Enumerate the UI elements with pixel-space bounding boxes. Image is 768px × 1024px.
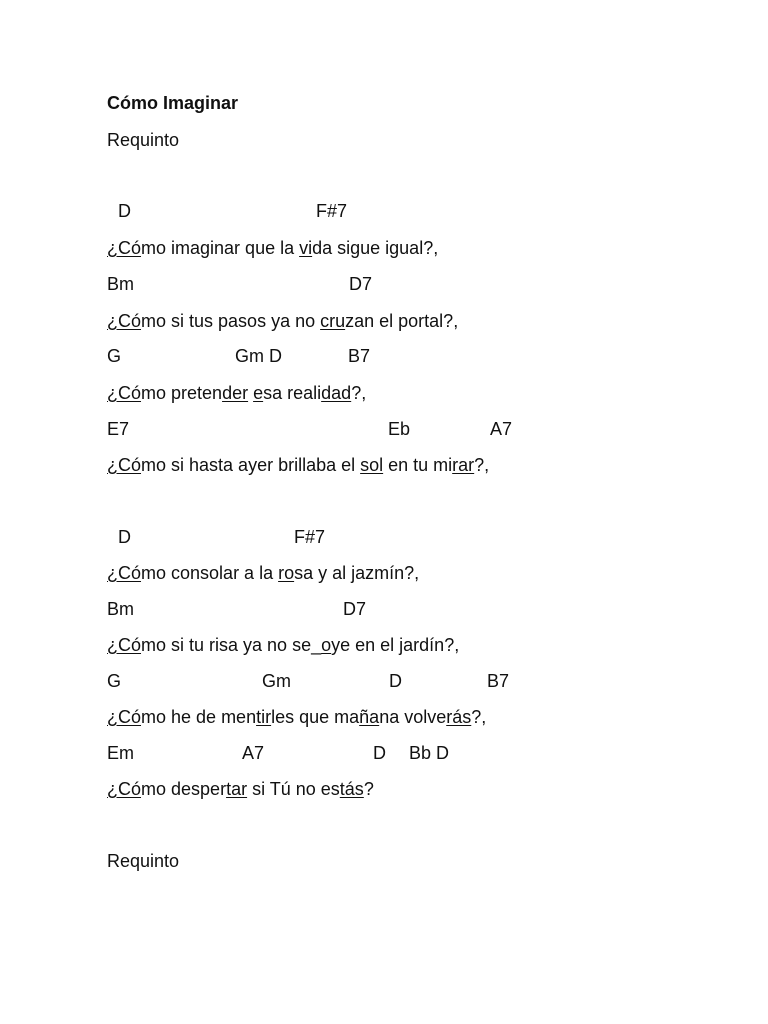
stressed-syllable: ro xyxy=(278,563,295,583)
chord: Bb D xyxy=(409,743,450,763)
stressed-syllable: ¿Có xyxy=(107,635,142,655)
chord: Em xyxy=(107,743,134,763)
lyric-text: _ xyxy=(311,635,322,655)
stressed-syllable: ña xyxy=(359,707,380,727)
chord: Gm D xyxy=(235,346,282,366)
lyric-line xyxy=(107,237,438,259)
stressed-syllable: ¿Có xyxy=(107,383,142,403)
chord: A7 xyxy=(490,419,513,439)
chord: D xyxy=(118,527,131,547)
stressed-syllable: ¿Có xyxy=(107,779,142,799)
stressed-syllable: vi xyxy=(299,238,313,258)
stressed-syllable: sol xyxy=(360,455,384,475)
lyric-text: si Tú no es xyxy=(247,779,340,799)
stressed-syllable: e xyxy=(253,383,264,403)
chord: A7 xyxy=(242,743,265,763)
chord: G xyxy=(107,671,122,691)
chord: D xyxy=(373,743,386,763)
chord: Bm xyxy=(107,274,134,294)
lyric-text: mo imaginar que la xyxy=(141,238,300,258)
chord: D7 xyxy=(349,274,373,294)
stressed-syllable: rar xyxy=(452,455,475,475)
chord: F#7 xyxy=(294,527,326,547)
chord: Eb xyxy=(388,419,411,439)
lyric-line xyxy=(107,310,458,332)
lyric-line xyxy=(107,634,459,656)
lyric-line xyxy=(107,706,486,728)
lyric-text: na volve xyxy=(379,707,447,727)
stressed-syllable: der xyxy=(222,383,249,403)
lyric-text: ?, xyxy=(474,455,490,475)
lyric-line xyxy=(107,454,489,476)
lyric-text: mo he de men xyxy=(141,707,257,727)
lyric-text: ?, xyxy=(351,383,367,403)
stressed-syllable: ¿Có xyxy=(107,311,142,331)
chord: E7 xyxy=(107,419,130,439)
stressed-syllable: ¿Có xyxy=(107,707,142,727)
stressed-syllable: tar xyxy=(226,779,248,799)
stressed-syllable: tás xyxy=(339,779,364,799)
stressed-syllable: cru xyxy=(320,311,346,331)
lyric-text: mo si tu risa ya no se xyxy=(141,635,312,655)
outro-label: Requinto xyxy=(107,851,180,871)
chord: B7 xyxy=(487,671,510,691)
lyric-text: mo si tus pasos ya no xyxy=(141,311,321,331)
chord: D7 xyxy=(343,599,367,619)
stressed-syllable: ¿Có xyxy=(107,455,142,475)
stressed-syllable: tir xyxy=(256,707,272,727)
lyric-text: sa reali xyxy=(263,383,322,403)
chord: Bm xyxy=(107,599,134,619)
chord: B7 xyxy=(348,346,371,366)
stressed-syllable: rás xyxy=(446,707,472,727)
lyric-line xyxy=(107,562,419,584)
song-title: Cómo Imaginar xyxy=(107,93,239,113)
lyric-line xyxy=(107,382,366,404)
lyric-text: en tu mi xyxy=(383,455,453,475)
chord: G xyxy=(107,346,122,366)
chord: D xyxy=(118,201,131,221)
lyric-text: les que ma xyxy=(271,707,360,727)
lyric-text: ? xyxy=(363,779,374,799)
chord: D xyxy=(389,671,402,691)
stressed-syllable: dad xyxy=(321,383,352,403)
lyric-text: mo desper xyxy=(141,779,227,799)
chord: Gm xyxy=(262,671,291,691)
lyric-line xyxy=(107,778,374,800)
stressed-syllable: o xyxy=(321,635,332,655)
intro-label: Requinto xyxy=(107,130,180,150)
chord: F#7 xyxy=(316,201,348,221)
lyric-text: mo consolar a la xyxy=(141,563,279,583)
lyric-text: mo si hasta ayer brillaba el xyxy=(141,455,361,475)
stressed-syllable: ¿Có xyxy=(107,563,142,583)
stressed-syllable: ¿Có xyxy=(107,238,142,258)
lyric-text: da sigue igual?, xyxy=(312,238,439,258)
lyric-text: mo preten xyxy=(141,383,223,403)
lyric-text: ye en el jardín?, xyxy=(331,635,460,655)
lyric-text: sa y al jazmín?, xyxy=(294,563,420,583)
lyric-text: ?, xyxy=(471,707,487,727)
lyric-text: zan el portal?, xyxy=(345,311,459,331)
